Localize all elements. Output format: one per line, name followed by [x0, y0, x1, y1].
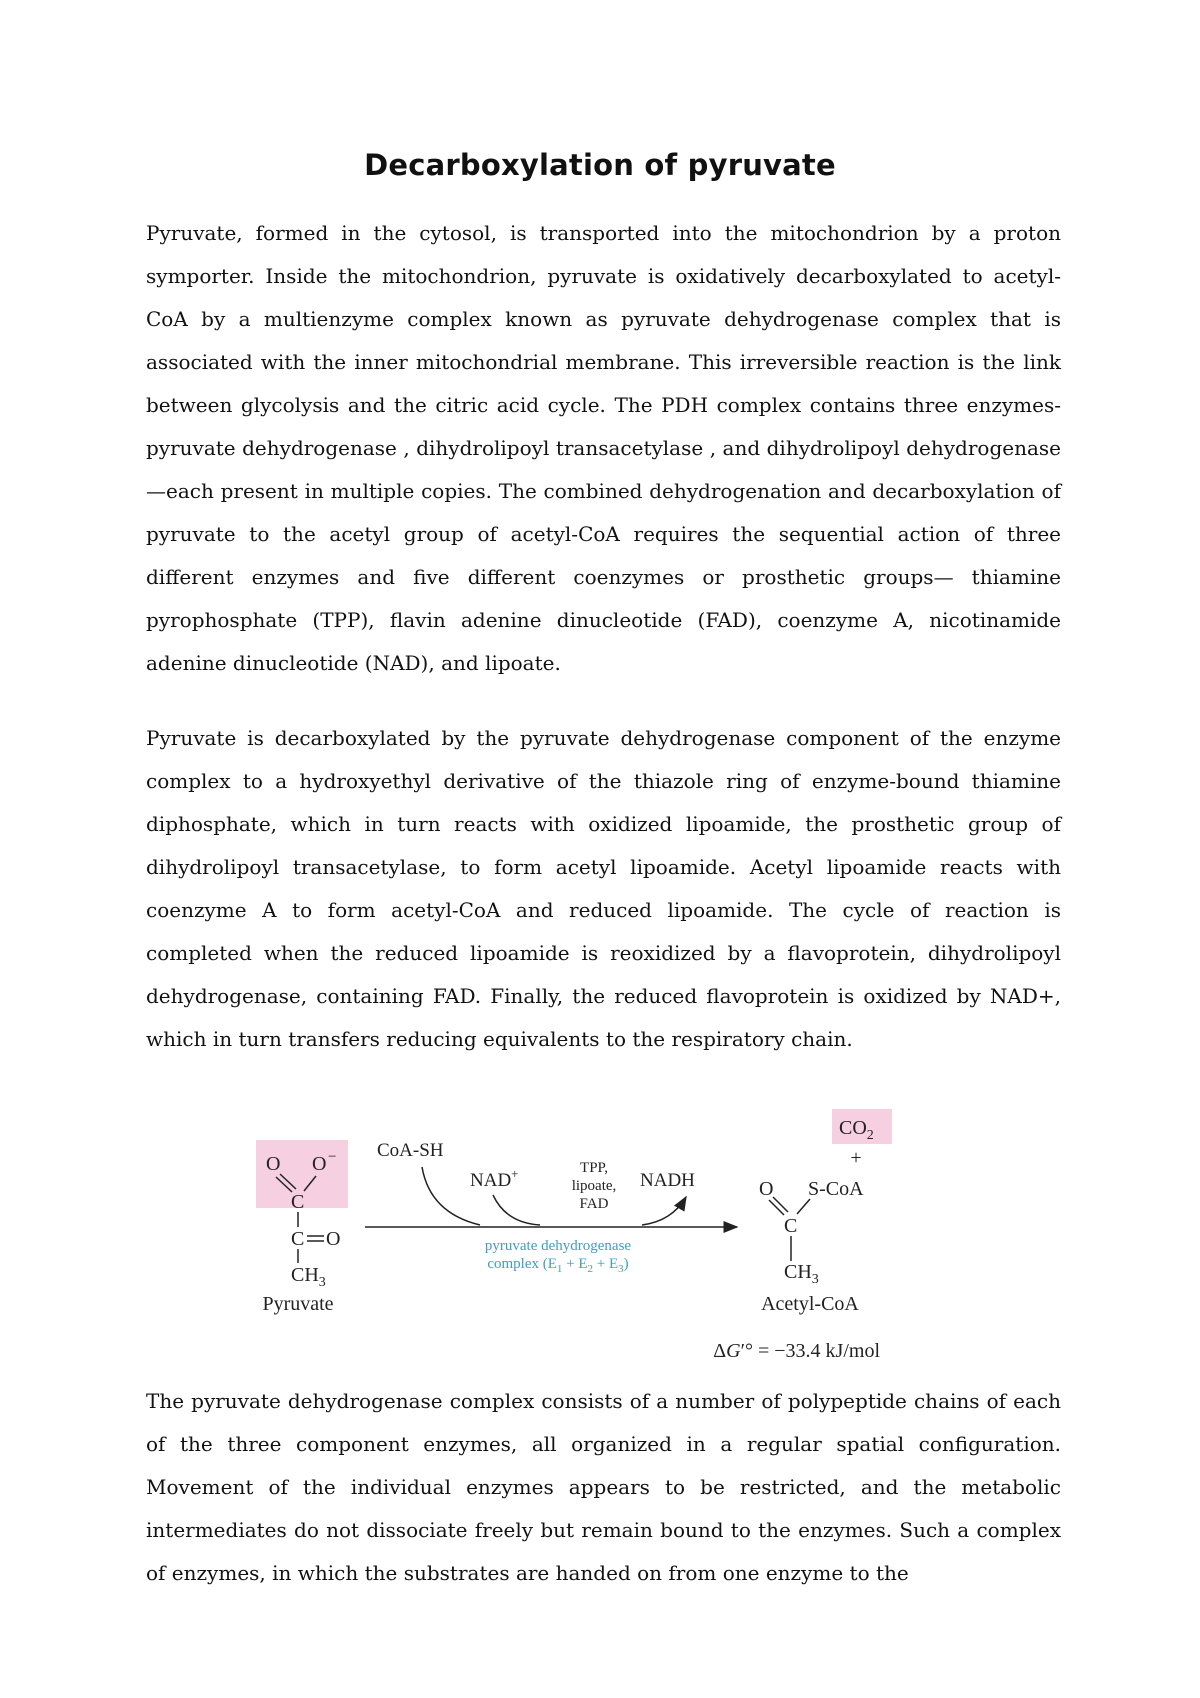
nadh-curve-arrow [642, 1197, 686, 1225]
pyruvate-label: Pyruvate [262, 1293, 334, 1315]
pyruvate-o-minus: O [312, 1153, 327, 1175]
paragraph-1: Pyruvate, formed in the cytosol, is transported into the mitochondrion by a proton symporter. Inside the mitochondrion, pyruvate is oxidatively decarboxylated to acetyl-CoA by a multienzyme complex known as pyruvate dehydrogenase complex that is associated with the inner mitochondrial membrane. This irreversible reaction is the link between glycolysis and the citric acid cycle. The PDH complex contains three enzymes- pyruvate dehydrogenase , dihydrolipoyl transacetylase , and dihydrolipoyl dehydrogenase —each present in multiple copies. The combined dehydrogenation and decarboxylation of pyruvate to the acetyl group of acetyl-CoA requires the sequential action of three different enzymes and five different coenzymes or prosthetic groups— thiamine pyrophosphate (TPP), flavin adenine dinucleotide (FAD), coenzyme A, nicotinamide adenine dinucleotide (NAD), and lipoate. [146, 221, 1061, 675]
acetyl-coa-label: Acetyl-CoA [761, 1293, 859, 1315]
co2-plus: + [850, 1147, 862, 1169]
cofactor-fad: FAD [579, 1196, 609, 1212]
cofactor-lipoate: lipoate, [571, 1178, 617, 1194]
acetyl-bond-double-b [773, 1197, 788, 1212]
enzyme-name-line1: pyruvate dehydrogenase [484, 1238, 632, 1254]
paragraph-3: The pyruvate dehydrogenase complex consists of a number of polypeptide chains of each of the three component enzymes, all organized in a regular spatial configuration. Movement of the individual enzymes appears to be restricted, and the metabolic intermediates do not dissociate freely but remain bound to the enzymes. Such a complex of enzymes, in which the substrates are handed on from one enzyme to the [146, 1389, 1061, 1585]
paragraph-2: Pyruvate is decarboxylated by the pyruvate dehydrogenase component of the enzyme complex to a hydroxyethyl derivative of the thiazole ring of enzyme-bound thiamine diphosphate, which in turn reacts with oxidized lipoamide, the prosthetic group of dihydrolipoyl transacetylase, to form acetyl lipoamide. Acetyl lipoamide reacts with coenzyme A to form acetyl-CoA and reduced lipoamide. The cycle of reaction is completed when the reduced lipoamide is reoxidized by a flavoprotein, dihydrolipoyl dehydrogenase, containing FAD. Finally, the reduced flavoprotein is oxidized by NAD+, which in turn transfers reducing equivalents to the respiratory chain. [146, 726, 1061, 1051]
pyruvate-c-keto: C [291, 1228, 305, 1250]
acetyl-bond-double-a [769, 1200, 784, 1215]
acetyl-bond-s [797, 1199, 810, 1214]
acetyl-scoa: S-CoA [808, 1178, 864, 1200]
nad-curve [493, 1195, 540, 1225]
pyruvate-methyl: $CH_3$ [291, 1264, 326, 1290]
page-title: Decarboxylation of pyruvate [364, 148, 836, 182]
co2-label: $CO_2$ [839, 1117, 874, 1143]
acetyl-o: O [759, 1178, 774, 1200]
pyruvate-c-carboxyl: C [291, 1191, 305, 1213]
pyruvate-o-keto: O [326, 1228, 341, 1250]
nadh-label: NADH [640, 1170, 695, 1191]
pyruvate-o-left: O [266, 1153, 281, 1175]
delta-g-value: ΔG′° = −33.4 kJ/mol [713, 1340, 880, 1362]
acetyl-methyl: $CH_3$ [784, 1261, 819, 1287]
reaction-figure [240, 1095, 1000, 1375]
cofactor-tpp: TPP, [580, 1160, 608, 1176]
nad-label: NAD+ [470, 1166, 519, 1191]
reaction-diagram [240, 1095, 1000, 1375]
coa-sh-label: CoA-SH [377, 1140, 444, 1161]
pyruvate-minus-sign: − [328, 1149, 337, 1165]
acetyl-c: C [784, 1215, 798, 1237]
enzyme-name-line2: complex $(E_1 + E_2 + E_3)$ [487, 1256, 629, 1275]
